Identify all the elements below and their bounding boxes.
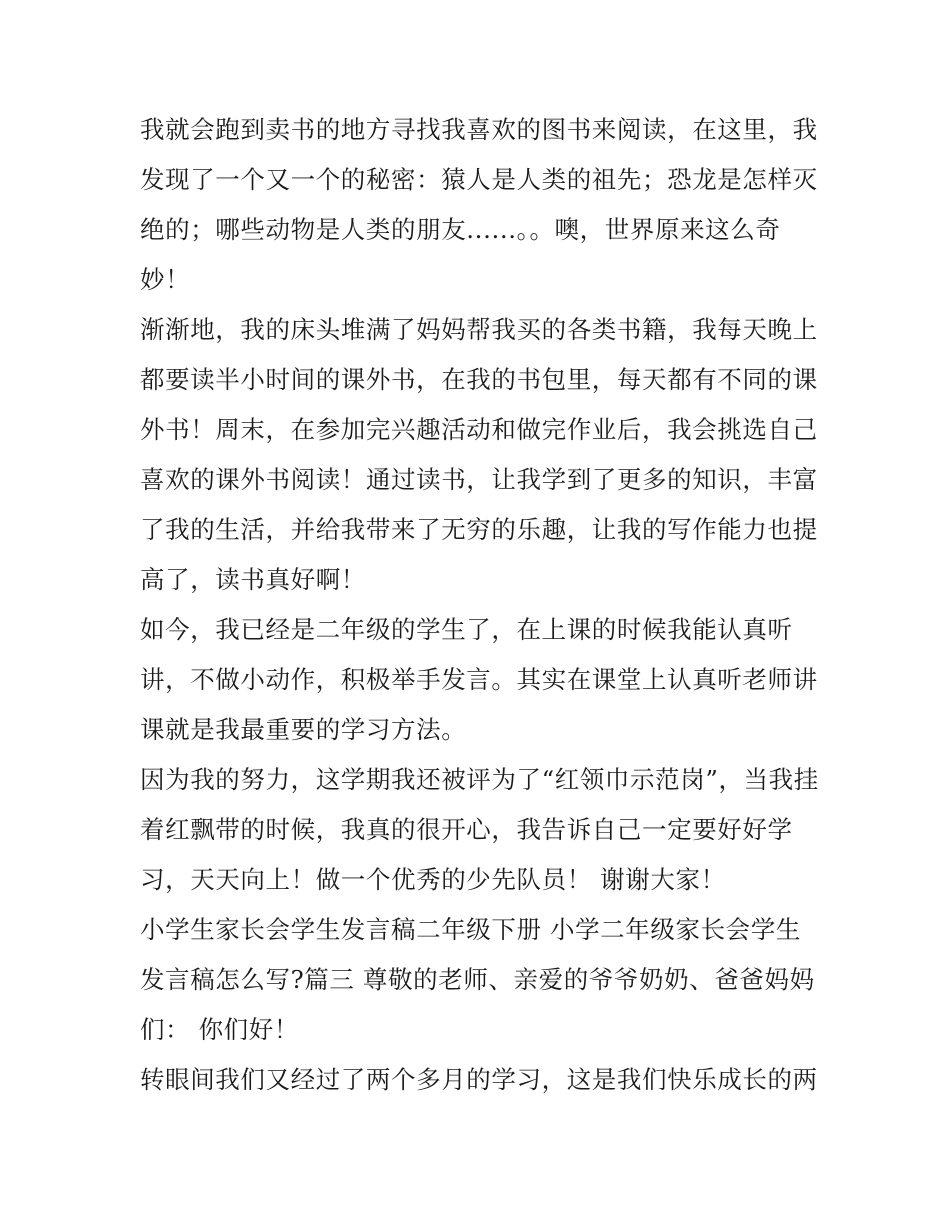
document-body [140,105,820,1105]
text-line: 讲，不做小动作，积极举手发言。其实在课堂上认真听老师讲 [140,665,818,694]
text-line: 因为我的努力，这学期我还被评为了“红领巾示范岗”，当我挂 [140,765,819,794]
text-line: 绝的；哪些动物是人类的朋友......。。噢，世界原来这么奇 [140,215,781,244]
text-line: 渐渐地，我的床头堆满了妈妈帮我买的各类书籍，我每天晚上 [140,315,818,344]
text-line: 高了，读书真好啊！ [140,565,366,594]
text-line: 小学生家长会学生发言稿二年级下册 小学二年级家长会学生 [140,915,801,944]
text-line: 课就是我最重要的学习方法。 [140,715,467,744]
text-line: 妙！ [140,265,191,294]
text-line: 如今，我已经是二年级的学生了，在上课的时候我能认真听 [140,615,793,644]
text-line: 发言稿怎么写?篇三 尊敬的老师、亲爱的爷爷奶奶、爸爸妈妈 [140,965,815,994]
text-line: 着红飘带的时候，我真的很开心，我告诉自己一定要好好学 [140,815,793,844]
text-line: 了我的生活，并给我带来了无穷的乐趣，让我的写作能力也提 [140,515,818,544]
text-line: 发现了一个又一个的秘密：猿人是人类的祖先；恐龙是怎样灭 [140,165,818,194]
text-line: 转眼间我们又经过了两个多月的学习，这是我们快乐成长的两 [140,1065,818,1094]
text-line: 喜欢的课外书阅读！通过读书，让我学到了更多的知识，丰富 [140,465,818,494]
text-line: 都要读半小时间的课外书，在我的书包里，每天都有不同的课 [140,365,818,394]
text-line: 我就会跑到卖书的地方寻找我喜欢的图书来阅读，在这里，我 [140,115,818,144]
text-line: 习，天天向上！做一个优秀的少先队员！ 谢谢大家！ [140,865,726,894]
text-line: 们： 你们好！ [140,1015,299,1044]
text-line: 外书！周末，在参加完兴趣活动和做完作业后，我会挑选自己 [140,415,818,444]
